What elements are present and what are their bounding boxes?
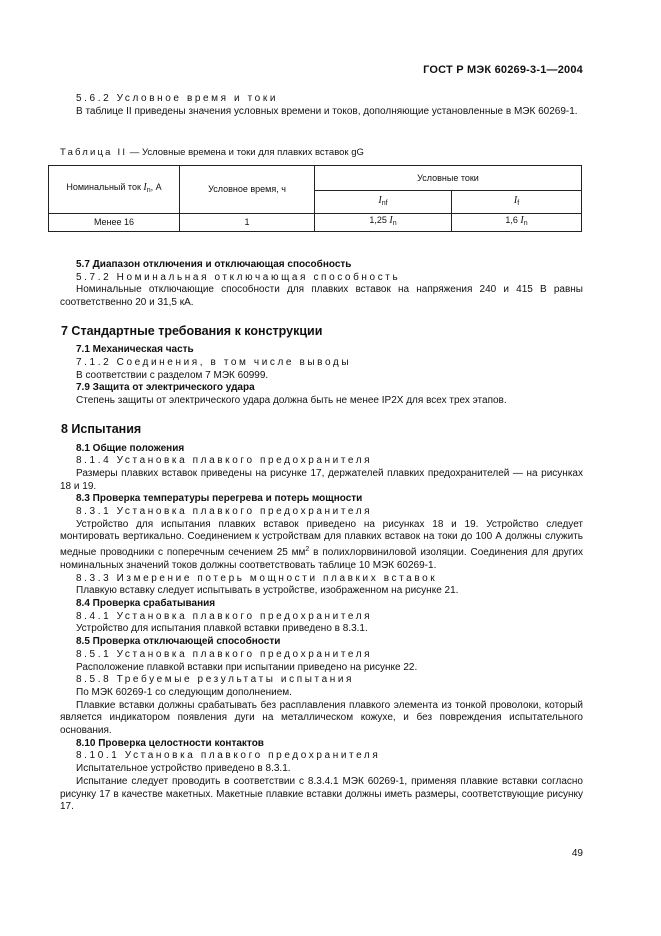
clause-8-3-3-text: Плавкую вставку следует испытывать в устройстве, изображенном на рисунке 21. — [76, 585, 459, 597]
clause-5-7-title: 5.7 Диапазон отключения и отключающая способность — [76, 258, 352, 270]
clause-5-6-2-title: 5.6.2 Условное время и токи — [76, 93, 279, 104]
cell-if: 1,6 $I_n$ — [452, 214, 582, 232]
section-8-heading: 8 Испытания — [61, 421, 142, 436]
clause-5-7-2-text: Номинальные отключающие способности для плавких вставок на напряжения 240 и 415 В равны соответственно 20 и 31,5 кА. — [60, 284, 583, 308]
clause-8-3-3-title: 8.3.3 Измерение потерь мощности плавких вставок — [76, 572, 438, 584]
clause-8-4-1-text: Устройство для испытания плавкой вставки приведено в 8.3.1. — [76, 623, 368, 635]
cell-inf: 1,25 $I_n$ — [315, 214, 452, 232]
header-inf: $I_{nf}$ — [315, 191, 452, 214]
clause-5-6-2-text: В таблице II приведены значения условных времени и токов, дополняющие установленные в МЭК 60269-1. — [76, 105, 578, 117]
header-rated-current: Номинальный ток $I_n$, А — [49, 166, 180, 214]
clause-8-10-title: 8.10 Проверка целостности контактов — [76, 737, 264, 749]
clause-7-1-2-title: 7.1.2 Соединения, в том числе выводы — [76, 357, 352, 369]
page-number: 49 — [571, 848, 583, 859]
clause-7-1-title: 7.1 Механическая часть — [76, 344, 194, 356]
table-row — [49, 214, 582, 232]
header-if: $I_f$ — [452, 191, 582, 214]
conditional-currents-table — [48, 165, 582, 232]
clause-7-9-title: 7.9 Защита от электрического удара — [76, 382, 255, 394]
clause-8-5-1-title: 8.5.1 Установка плавкого предохранителя — [76, 648, 373, 660]
clause-8-5-1-text: Расположение плавкой вставки при испытании приведено на рисунке 22. — [76, 661, 418, 673]
document-id-header: ГОСТ Р МЭК 60269-3-1—2004 — [423, 64, 583, 76]
clause-8-1-4-title: 8.1.4 Установка плавкого предохранителя — [76, 455, 373, 467]
cell-time: 1 — [180, 214, 315, 232]
section-7-heading: 7 Стандартные требования к конструкции — [61, 323, 323, 338]
header-conditional-currents: Условные токи — [315, 166, 582, 191]
clause-8-10-1-title: 8.10.1 Установка плавкого предохранителя — [76, 750, 381, 762]
clause-8-10-1-text-b: Испытание следует проводить в соответствии с 8.3.4.1 МЭК 60269-1, применяя плавкие вставки согласно рисунку 17 в качестве макетных. Макетные плавкие вставки должны иметь размеры, соответствующие рисунку 17. — [60, 775, 583, 813]
cell-current: Менее 16 — [49, 214, 180, 232]
clause-8-1-title: 8.1 Общие положения — [76, 442, 185, 454]
clause-8-1-4-text: Размеры плавких вставок приведены на рисунке 17, держателей плавких предохранителей — на рисунках 18 и 19. — [60, 467, 583, 492]
clause-8-3-1-text: Устройство для испытания плавких вставок приведено на рисунках 18 и 19. Устройство следует монтировать вертикально. Соединением к устройствам для плавких вставок на токи до 100 А должны служить медные проводники с поперечным сечением 25 $мм^2$ в полихлорвиниловой изоляции. Соединения для других номинальных значений токов должны соответствовать таблице 10 МЭК 60269-1. — [60, 518, 583, 571]
clause-8-5-8-title: 8.5.8 Требуемые результаты испытания — [76, 674, 355, 686]
clause-8-3-title: 8.3 Проверка температуры перегрева и потерь мощности — [76, 493, 363, 505]
clause-8-5-8-text-b: Плавкие вставки должны срабатывать без расплавления плавкого элемента из тонкой проволоки, который является индикатором появления дуги на металлическом кожухе, и без повреждения испытательного основания. — [60, 699, 583, 737]
page-content — [60, 93, 583, 814]
clause-7-1-2-text: В соответствии с разделом 7 МЭК 60999. — [76, 369, 269, 381]
clause-5-7-2-title: 5.7.2 Номинальная отключающая способность — [76, 271, 401, 283]
header-conditional-time: Условное время, ч — [180, 166, 315, 214]
clause-8-10-1-text-a: Испытательное устройство приведено в 8.3.1. — [76, 763, 291, 775]
clause-8-3-1-title: 8.3.1 Установка плавкого предохранителя — [76, 506, 373, 518]
clause-8-5-title: 8.5 Проверка отключающей способности — [76, 636, 281, 648]
table-caption: Таблица II — Условные времена и токи для плавких вставок gG — [60, 147, 364, 159]
clause-7-9-text: Степень защиты от электрического удара должна быть не менее IP2X для всех трех этапов. — [76, 395, 507, 407]
clause-8-4-title: 8.4 Проверка срабатывания — [76, 597, 216, 609]
clause-8-5-8-text-a: По МЭК 60269-1 со следующим дополнением. — [76, 686, 292, 698]
clause-8-4-1-title: 8.4.1 Установка плавкого предохранителя — [76, 610, 373, 622]
